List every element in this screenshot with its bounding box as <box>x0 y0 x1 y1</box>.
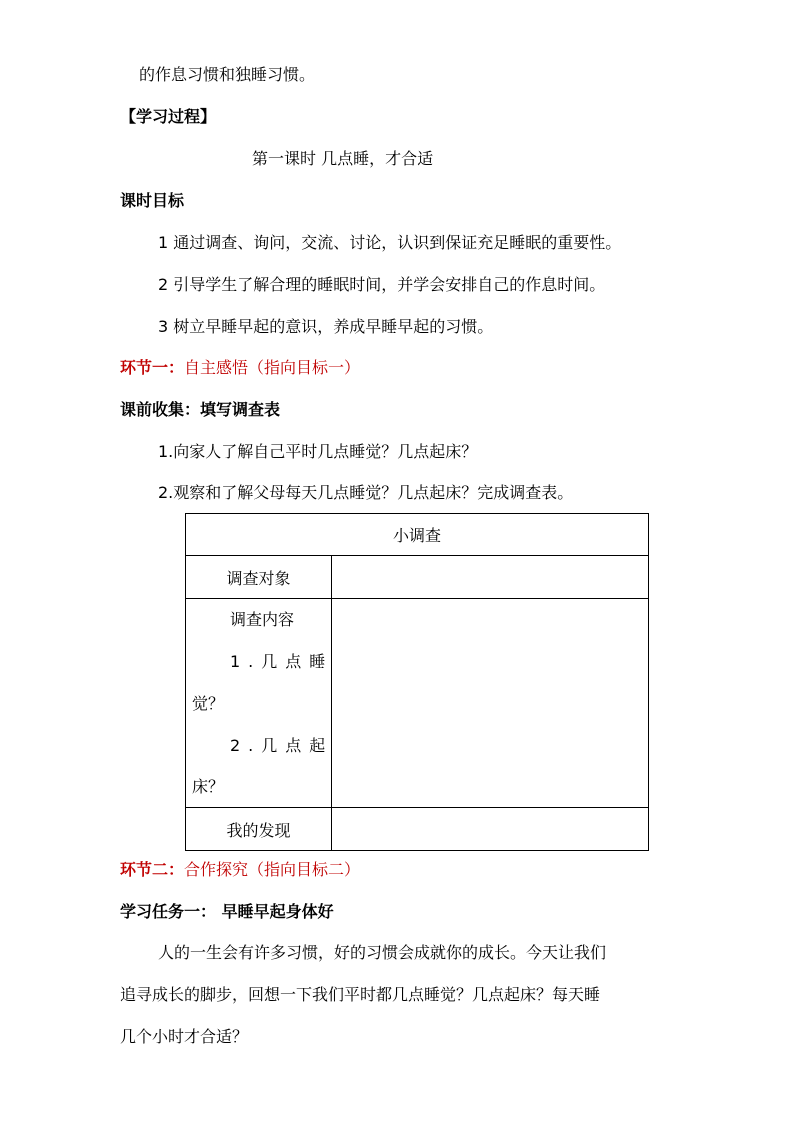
section2-title: 合作探究（指向目标二） <box>184 860 361 879</box>
survey-q1-line1: 1.几点睡 <box>230 652 334 671</box>
survey-findings-value <box>332 808 649 851</box>
section1-heading <box>120 357 360 379</box>
objective-item: 3 树立早睡早起的意识，养成早睡早起的习惯。 <box>158 317 494 336</box>
survey-content-value <box>332 599 649 808</box>
objective-item: 2 引导学生了解合理的睡眠时间，并学会安排自己的作息时间。 <box>158 275 606 294</box>
objectives-heading: 课时目标 <box>120 191 185 210</box>
objective-item: 1 通过调查、询问，交流、讨论，认识到保证充足睡眠的重要性。 <box>158 233 622 252</box>
paragraph-line: 人的一生会有许多习惯，好的习惯会成就你的成长。今天让我们 <box>158 943 607 962</box>
survey-subject-label: 调查对象 <box>186 556 332 599</box>
section1-label: 环节一： <box>120 358 185 377</box>
intro-tail: 的作息习惯和独睡习惯。 <box>139 65 316 84</box>
process-heading: 【学习过程】 <box>120 107 217 126</box>
paragraph-line: 追寻成长的脚步，回想一下我们平时都几点睡觉？几点起床？每天睡 <box>120 985 601 1004</box>
paragraph-line: 几个小时才合适？ <box>120 1027 249 1046</box>
survey-content-label: 调查内容 <box>230 610 295 629</box>
section2-heading <box>120 859 360 881</box>
preclass-item: 2.观察和了解父母每天几点睡觉？几点起床？完成调查表。 <box>158 483 574 502</box>
section1-title: 自主感悟（指向目标一） <box>184 358 361 377</box>
preclass-item: 1.向家人了解自己平时几点睡觉？几点起床？ <box>158 442 478 461</box>
task1-heading: 学习任务一： 早睡早起身体好 <box>120 902 334 921</box>
survey-subject-value <box>332 556 649 599</box>
survey-content-cell <box>186 599 332 808</box>
survey-q2-line1: 2.几点起 <box>230 736 334 755</box>
survey-title: 小调查 <box>186 514 649 556</box>
preclass-heading: 课前收集：填写调查表 <box>120 400 281 419</box>
survey-table <box>185 513 649 851</box>
survey-q1-line2: 觉？ <box>192 694 225 713</box>
survey-q2-line2: 床？ <box>192 777 225 796</box>
survey-findings-label: 我的发现 <box>186 808 332 851</box>
lesson-title: 第一课时 几点睡，才合适 <box>252 149 434 168</box>
section2-label: 环节二： <box>120 860 185 879</box>
